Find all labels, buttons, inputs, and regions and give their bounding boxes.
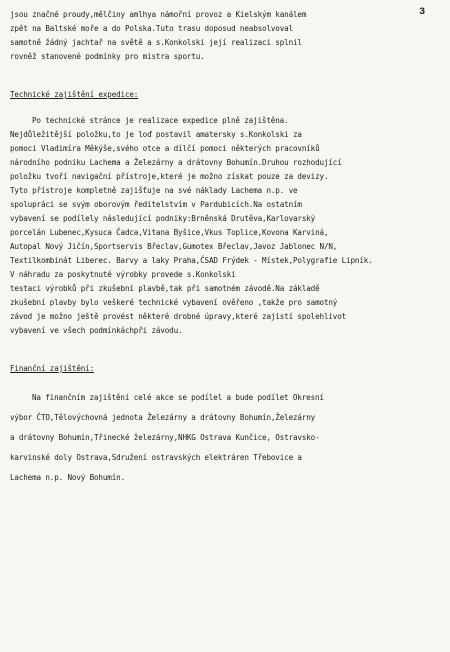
page-number: 3 [419, 7, 425, 18]
text-line: a drátovny Bohumín,Třinecké železárny,NHKG Ostrava Kunčice, Ostravsko- [10, 433, 320, 442]
technical-paragraph [10, 114, 428, 338]
text-line: vybavení se podílely následující podniky:Brněnská Drutěva,Karlovarský [10, 214, 316, 223]
text-line: testaci výrobků při zkušební plavbě,tak při samotném závodě.Na základě [10, 284, 320, 293]
text-line: Na finančním zajištění celé akce se podílel a bude podílet Okresní [32, 393, 324, 402]
text-line: národního podniku Lachema a Železárny a drátovny Bohumín.Druhou rozhodující [10, 158, 342, 167]
text-line: Autopal Nový Jičín,Sportservis Břeclav,Gumotex Břeclav,Javoz Jablonec N/N, [10, 242, 338, 251]
text-line: zpět na Baltské moře a do Polska.Tuto trasu doposud neabsolvoval [10, 24, 293, 33]
text-line: Tyto přístroje kompletně zajišťuje na své náklady Lachema n.p. ve [10, 186, 298, 195]
financial-paragraph [10, 388, 428, 488]
text-line: V náhradu za poskytnuté výrobky provede s.Konkolski [10, 270, 236, 279]
text-line: Nejdůležitější položku,to je loď postavil amatersky s.Konkolski za [10, 130, 302, 139]
intro-paragraph [10, 8, 428, 64]
text-line: Lachema n.p. Nový Bohumín. [10, 473, 125, 482]
text-line: Textilkombinát Liberec. Barvy a laky Praha,ČSAD Frýdek - Místek,Polygrafie Lipník. [10, 256, 373, 265]
text-line: zkušební plavby bylo veškeré technické vybavení ověřeno ,takže pro samotný [10, 298, 338, 307]
text-line: položku tvoří navigační přístroje,které je možno získat pouze za devizy. [10, 172, 329, 181]
text-line: závod je možno ještě provést některé drobné úpravy,které zajistí spolehlivot [10, 312, 347, 321]
text-line: rovněž stanovené podmínky pro mistra sportu. [10, 52, 205, 61]
text-line: karvinské doly Ostrava,Sdružení ostravských elektráren Třebovice a [10, 453, 302, 462]
financial-section [10, 362, 428, 488]
technical-section [10, 88, 428, 338]
text-line: vybavení ve všech podmínkáchpři závodu. [10, 326, 183, 335]
text-line: spolupráci se svým oborovým ředitelstvím v Pardubicích.Na ostatním [10, 200, 302, 209]
text-line: výbor ČTO,Tělovýchovná jednota Železárny a drátovny Bohumín,Železárny [10, 413, 316, 422]
section-heading: Finanční zajištění: [10, 364, 95, 373]
text-line: porcelán Lubenec,Kysuca Čadca,Vitana Byšice,Vkus Toplice,Kovona Karviná, [10, 228, 329, 237]
section-heading: Technické zajištění expedice: [10, 90, 139, 99]
text-line: pomoci Vladimíra Měkýše,svého otce a dílčí pomoci některých pracovníků [10, 144, 320, 153]
text-line: Po technické stránce je realizace expedice plně zajištěna. [32, 116, 289, 125]
text-line: jsou značné proudy,mělčiny amlhya námořní provoz a Kielským kanálem [10, 10, 307, 19]
text-line: samotně žádný jachtař na světě a s.Konkolski její realizaci splnil [10, 38, 302, 47]
